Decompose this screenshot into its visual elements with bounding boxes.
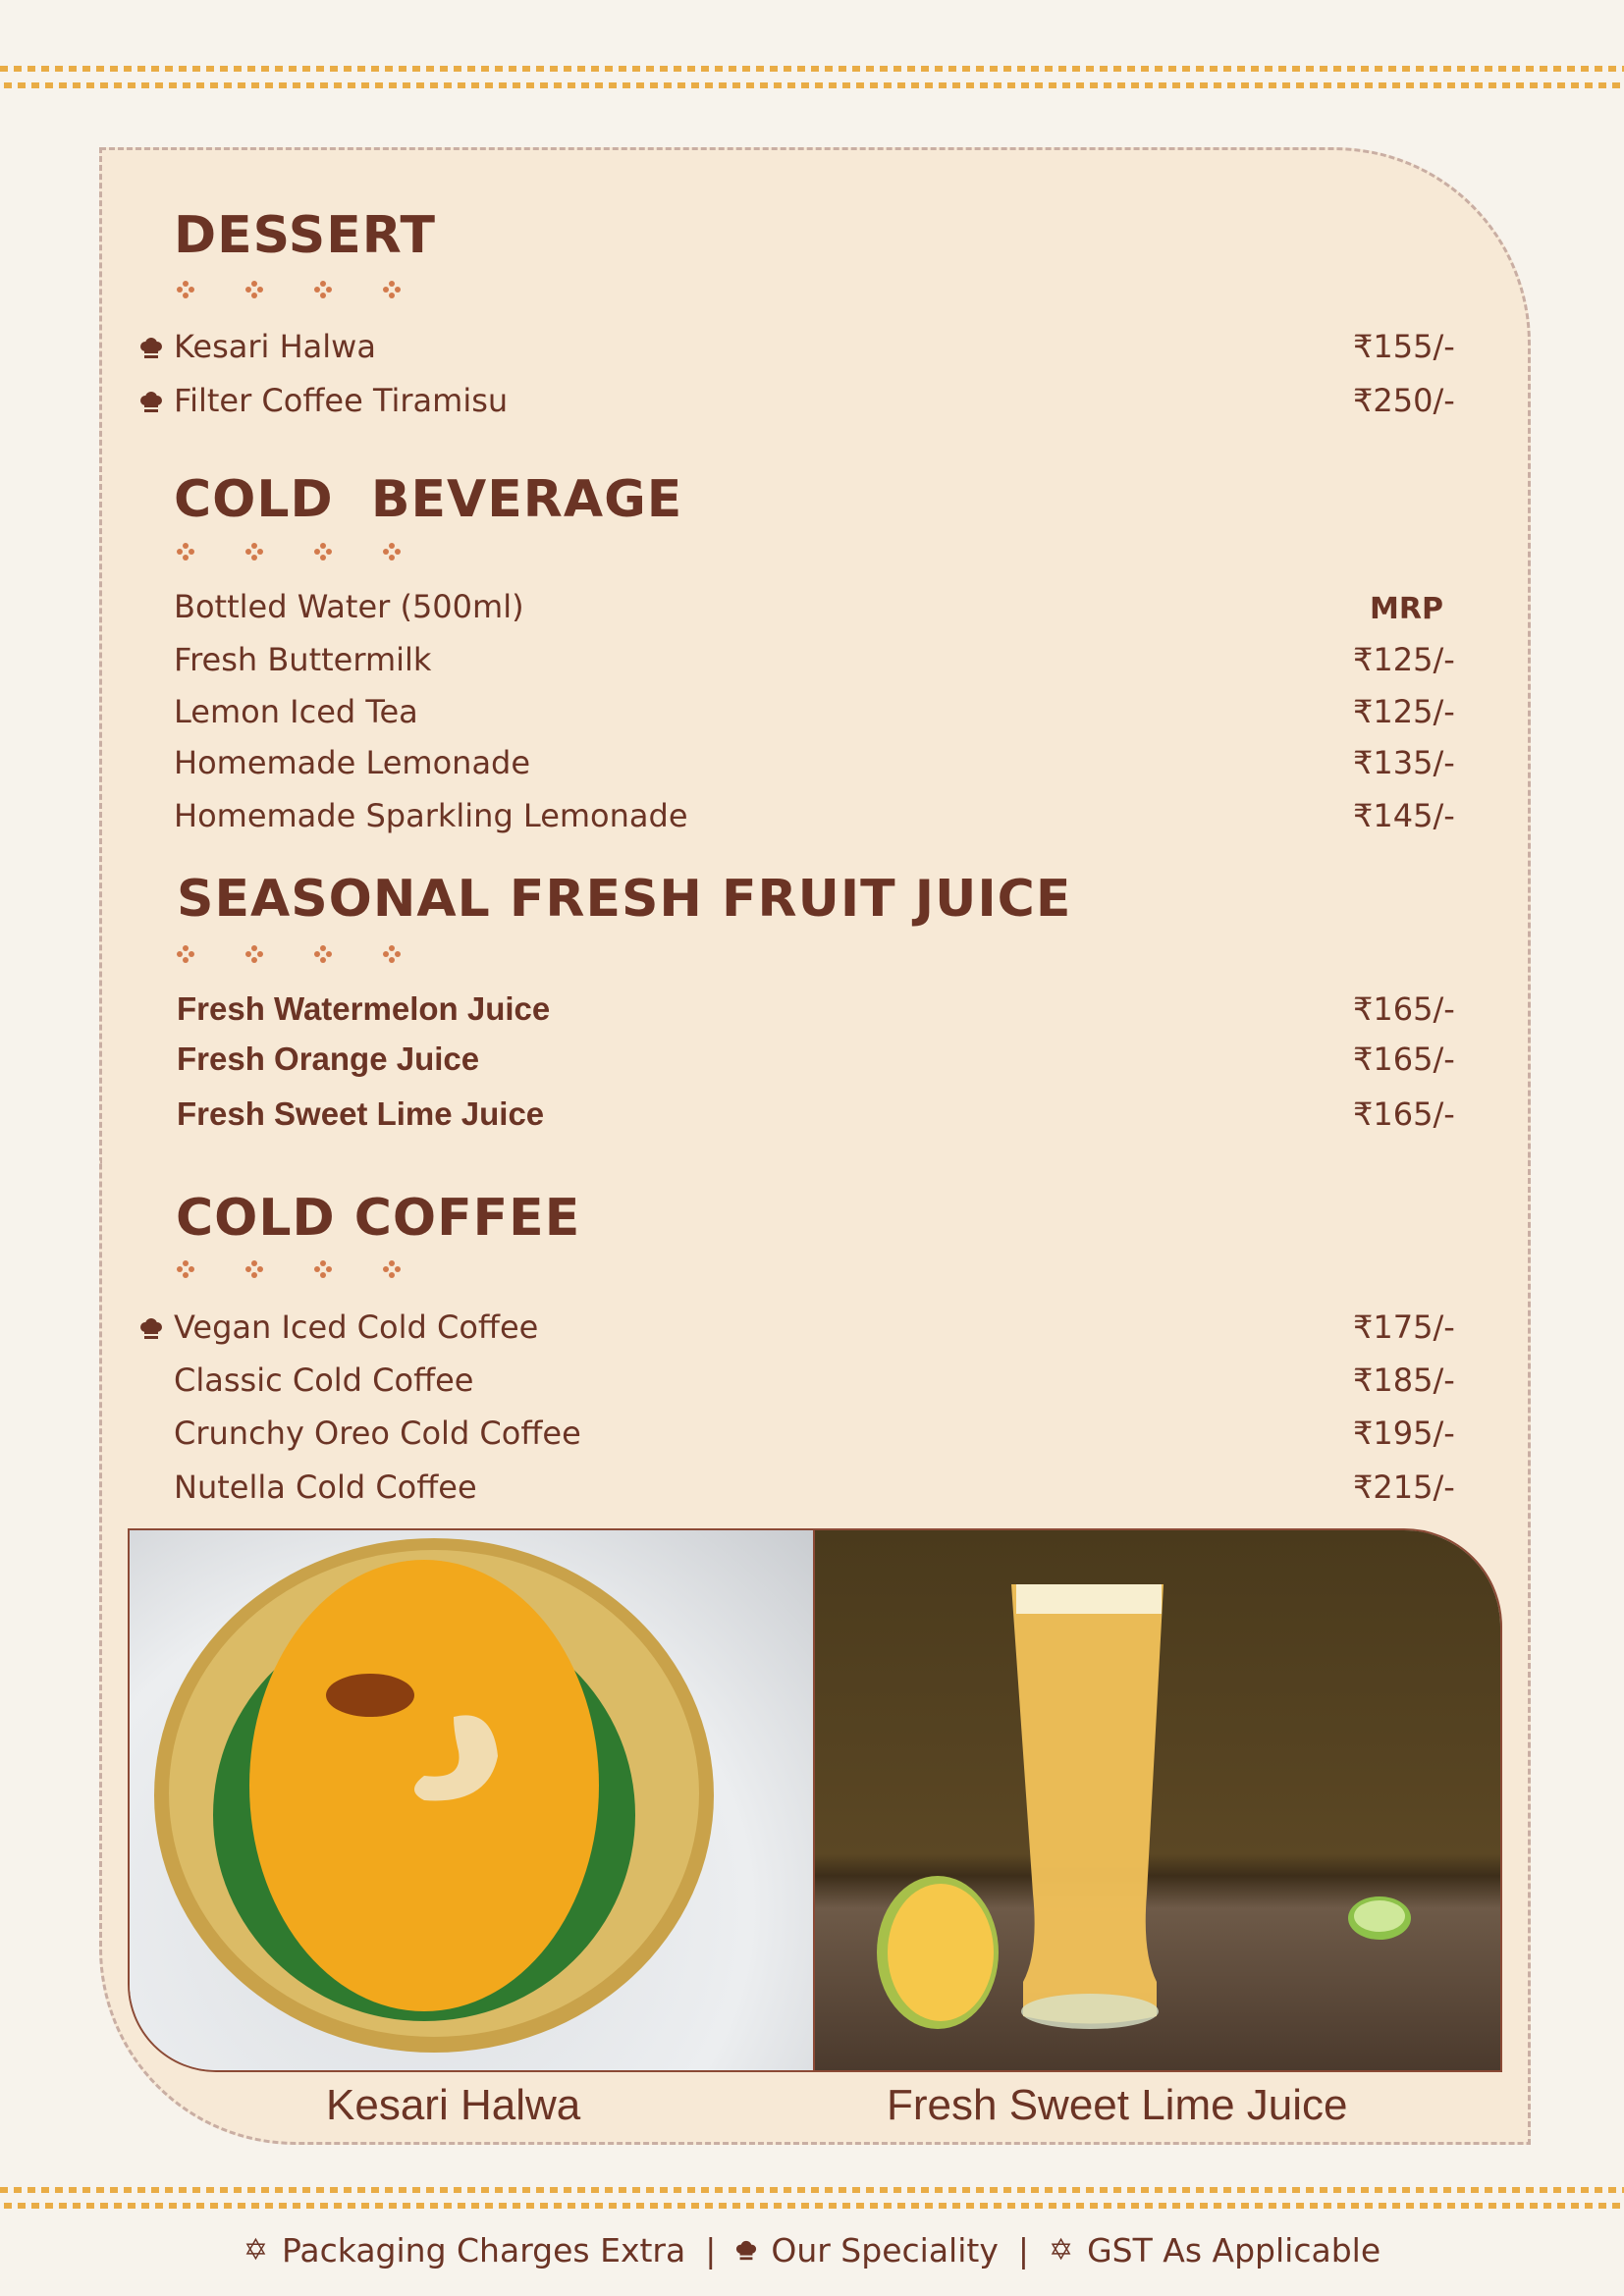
- item-name: Fresh Orange Juice: [177, 1041, 480, 1077]
- item-price: ₹145/-: [1353, 797, 1455, 834]
- item-price: ₹165/-: [1353, 1041, 1455, 1078]
- dot-ornament-icon: [245, 281, 263, 298]
- dot-ornament-icon: [177, 1260, 194, 1278]
- top-ornament-line-2: [4, 82, 1624, 88]
- dot-ornament-icon: [314, 1260, 332, 1278]
- section-title-cold-beverage: COLD BEVERAGE: [174, 470, 683, 529]
- item-name: Nutella Cold Coffee: [174, 1468, 477, 1506]
- item-name: Classic Cold Coffee: [174, 1362, 474, 1399]
- item-name: Homemade Sparkling Lemonade: [174, 797, 688, 834]
- star-icon: ✡: [243, 2233, 269, 2268]
- item-price: ₹125/-: [1353, 641, 1455, 678]
- menu-item: [137, 990, 1463, 1034]
- menu-item: [137, 1362, 1463, 1405]
- item-name: Fresh Buttermilk: [174, 641, 432, 678]
- section-divider-dots: [177, 543, 401, 561]
- menu-item: [137, 1095, 1463, 1139]
- item-name: Filter Coffee Tiramisu: [174, 382, 509, 419]
- dot-ornament-icon: [177, 281, 194, 298]
- item-name: Fresh Watermelon Juice: [177, 990, 551, 1027]
- item-price: ₹155/-: [1353, 328, 1455, 365]
- item-price: ₹215/-: [1353, 1468, 1455, 1506]
- menu-item: [137, 744, 1463, 787]
- footer-separator: |: [1017, 2231, 1029, 2269]
- chef-hat-icon: [139, 338, 163, 359]
- item-name: Crunchy Oreo Cold Coffee: [174, 1415, 581, 1452]
- dot-ornament-icon: [383, 543, 401, 561]
- dot-ornament-icon: [245, 1260, 263, 1278]
- juice-photo: [815, 1530, 1500, 2070]
- section-divider-dots: [177, 1260, 401, 1278]
- menu-item: [137, 1041, 1463, 1084]
- section-title-seasonal-juice: SEASONAL FRESH FRUIT JUICE: [177, 870, 1072, 929]
- menu-item: [137, 797, 1463, 840]
- footer-gst: GST As Applicable: [1087, 2231, 1381, 2269]
- chef-hat-icon: [139, 1318, 163, 1340]
- photo-strip: [128, 1528, 1502, 2072]
- item-price: ₹165/-: [1353, 1095, 1455, 1133]
- item-price: ₹250/-: [1353, 382, 1455, 419]
- chef-hat-icon: [735, 2240, 757, 2262]
- section-divider-dots: [177, 281, 401, 298]
- item-name: Lemon Iced Tea: [174, 693, 418, 730]
- item-price: ₹185/-: [1353, 1362, 1455, 1399]
- dot-ornament-icon: [314, 281, 332, 298]
- item-name: Fresh Sweet Lime Juice: [177, 1095, 545, 1132]
- menu-item: [137, 1415, 1463, 1458]
- bottom-ornament-line-2: [4, 2203, 1624, 2209]
- bottom-ornament-line-1: [0, 2187, 1624, 2193]
- dot-ornament-icon: [177, 945, 194, 963]
- top-ornament-line-1: [0, 66, 1624, 72]
- halwa-photo: [130, 1530, 815, 2070]
- item-name: Kesari Halwa: [174, 328, 376, 365]
- dot-ornament-icon: [245, 543, 263, 561]
- photo-caption-halwa: Kesari Halwa: [326, 2081, 581, 2129]
- dot-ornament-icon: [383, 945, 401, 963]
- photo-caption-juice: Fresh Sweet Lime Juice: [887, 2081, 1348, 2129]
- dot-ornament-icon: [177, 543, 194, 561]
- dot-ornament-icon: [383, 281, 401, 298]
- item-name: Homemade Lemonade: [174, 744, 531, 781]
- chef-hat-icon: [139, 392, 163, 413]
- menu-item: [137, 693, 1463, 736]
- menu-item: [137, 588, 1463, 631]
- dot-ornament-icon: [245, 945, 263, 963]
- footer-speciality: Our Speciality: [771, 2231, 999, 2269]
- section-divider-dots: [177, 945, 401, 963]
- item-price: ₹125/-: [1353, 693, 1455, 730]
- section-title-dessert: DESSERT: [174, 206, 436, 265]
- menu-item: [137, 641, 1463, 684]
- item-price: ₹135/-: [1353, 744, 1455, 781]
- dot-ornament-icon: [314, 945, 332, 963]
- footer-packaging: Packaging Charges Extra: [282, 2231, 686, 2269]
- item-price: ₹175/-: [1353, 1308, 1455, 1346]
- item-price: MRP: [1370, 592, 1443, 626]
- juice-illustration-icon: [815, 1530, 1500, 2070]
- item-name: Bottled Water (500ml): [174, 588, 524, 625]
- halwa-illustration-icon: [130, 1530, 813, 2070]
- star-icon: ✡: [1048, 2233, 1074, 2268]
- dot-ornament-icon: [383, 1260, 401, 1278]
- item-price: ₹195/-: [1353, 1415, 1455, 1452]
- menu-item: [137, 1308, 1463, 1352]
- menu-item: [137, 382, 1463, 425]
- menu-item: [137, 1468, 1463, 1512]
- menu-item: [137, 328, 1463, 371]
- dot-ornament-icon: [314, 543, 332, 561]
- footer-legend: [0, 2231, 1624, 2269]
- item-price: ₹165/-: [1353, 990, 1455, 1028]
- section-title-cold-coffee: COLD COFFEE: [176, 1189, 581, 1248]
- footer-separator: |: [705, 2231, 717, 2269]
- item-name: Vegan Iced Cold Coffee: [174, 1308, 539, 1346]
